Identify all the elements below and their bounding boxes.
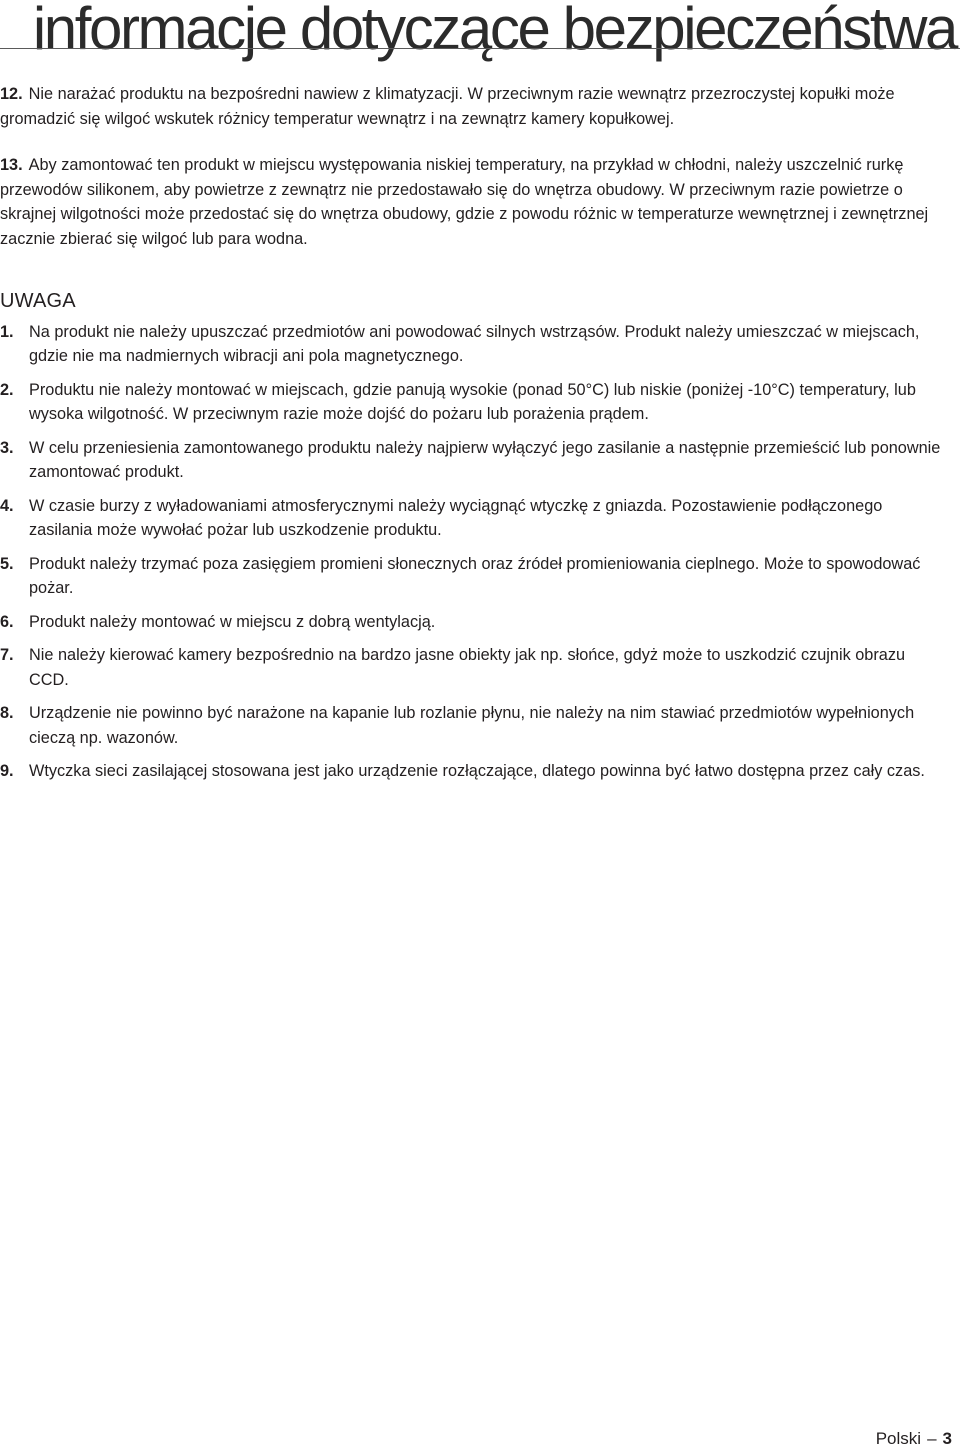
item-text: Produkt należy montować w miejscu z dobrą wentylacją. (29, 612, 436, 631)
item-number: 1. (0, 322, 14, 341)
footer-language: Polski (875, 1429, 922, 1448)
warning-list (0, 320, 946, 784)
list-item (0, 378, 946, 427)
note-item (0, 82, 946, 131)
item-text: Nie należy kierować kamery bezpośrednio na bardzo jasne obiekty jak np. słońce, gdyż może to uszkodzić czujnik obrazu CCD. (29, 646, 906, 689)
list-item (0, 494, 946, 543)
item-text: Produkt należy trzymać poza zasięgiem promieni słonecznych oraz źródeł promieniowania cieplnego. Może to spowodować pożar. (29, 554, 921, 597)
item-text: Na produkt nie należy upuszczać przedmiotów ani powodować silnych wstrząsów. Produkt należy umieszczać w miejscach, gdzie nie ma nadmiernych wibracji ani pola magnetycznego. (29, 322, 920, 365)
item-number: 9. (0, 762, 14, 780)
page-number: 3 (942, 1429, 952, 1448)
item-number: 3. (0, 438, 14, 457)
list-item (0, 701, 946, 750)
item-text: Wtyczka sieci zasilającej stosowana jest jako urządzenie rozłączające, dlatego powinna być łatwo dostępna przez cały czas. (29, 762, 925, 780)
document-body (0, 82, 946, 793)
title-divider (0, 48, 960, 49)
list-item (0, 320, 946, 369)
item-number: 5. (0, 554, 14, 573)
list-item (0, 610, 946, 635)
footer-separator: – (927, 1429, 937, 1448)
note-item (0, 153, 946, 251)
item-number: 4. (0, 496, 14, 515)
item-number: 2. (0, 380, 14, 399)
list-item (0, 643, 946, 692)
note-text: Aby zamontować ten produkt w miejscu występowania niskiej temperatury, na przykład w chłodni, należy uszczelnić rurkę przewodów silikonem, aby powietrze z zewnątrz nie przedostawało się do wnętrza obudowy. W przeciwnym razie powietrze o skrajnej wilgotności może przedostać się do wnętrza obudowy, gdzie z powodu różnic w temperaturze wewnętrznej i zewnętrznej zacznie zbierać się wilgoć lub para wodna. (0, 156, 929, 248)
note-number: 13. (0, 156, 23, 174)
item-text: Urządzenie nie powinno być narażone na kapanie lub rozlanie płynu, nie należy na nim stawiać przedmiotów wypełnionych cieczą np. wazonów. (29, 704, 915, 747)
warning-heading: UWAGA (0, 290, 76, 312)
page-title: informacje dotyczące bezpieczeństwa (32, 0, 956, 62)
list-item (0, 436, 946, 485)
item-number: 8. (0, 704, 14, 722)
item-text: W celu przeniesienia zamontowanego produktu należy najpierw wyłączyć jego zasilanie a następnie przemieścić lub ponownie zamontować produkt. (29, 438, 941, 481)
item-text: W czasie burzy z wyładowaniami atmosferycznymi należy wyciągnąć wtyczkę z gniazda. Pozostawienie podłączonego zasilania może wywołać pożar lub uszkodzenie produktu. (29, 496, 883, 539)
item-number: 7. (0, 646, 14, 664)
list-item (0, 552, 946, 601)
page-footer (876, 1429, 952, 1449)
note-text: Nie narażać produktu na bezpośredni nawiew z klimatyzacji. W przeciwnym razie wewnątrz przezroczystej kopułki może gromadzić się wilgoć wskutek różnicy temperatur wewnątrz i na zewnątrz kamery kopułkowej. (0, 85, 895, 128)
item-text: Produktu nie należy montować w miejscach, gdzie panują wysokie (ponad 50°C) lub niskie (poniżej -10°C) temperatury, lub wysoka wilgotność. W przeciwnym razie może dojść do pożaru lub porażenia prądem. (29, 380, 916, 423)
note-number: 12. (0, 85, 23, 103)
list-item (0, 759, 946, 784)
item-number: 6. (0, 612, 14, 631)
